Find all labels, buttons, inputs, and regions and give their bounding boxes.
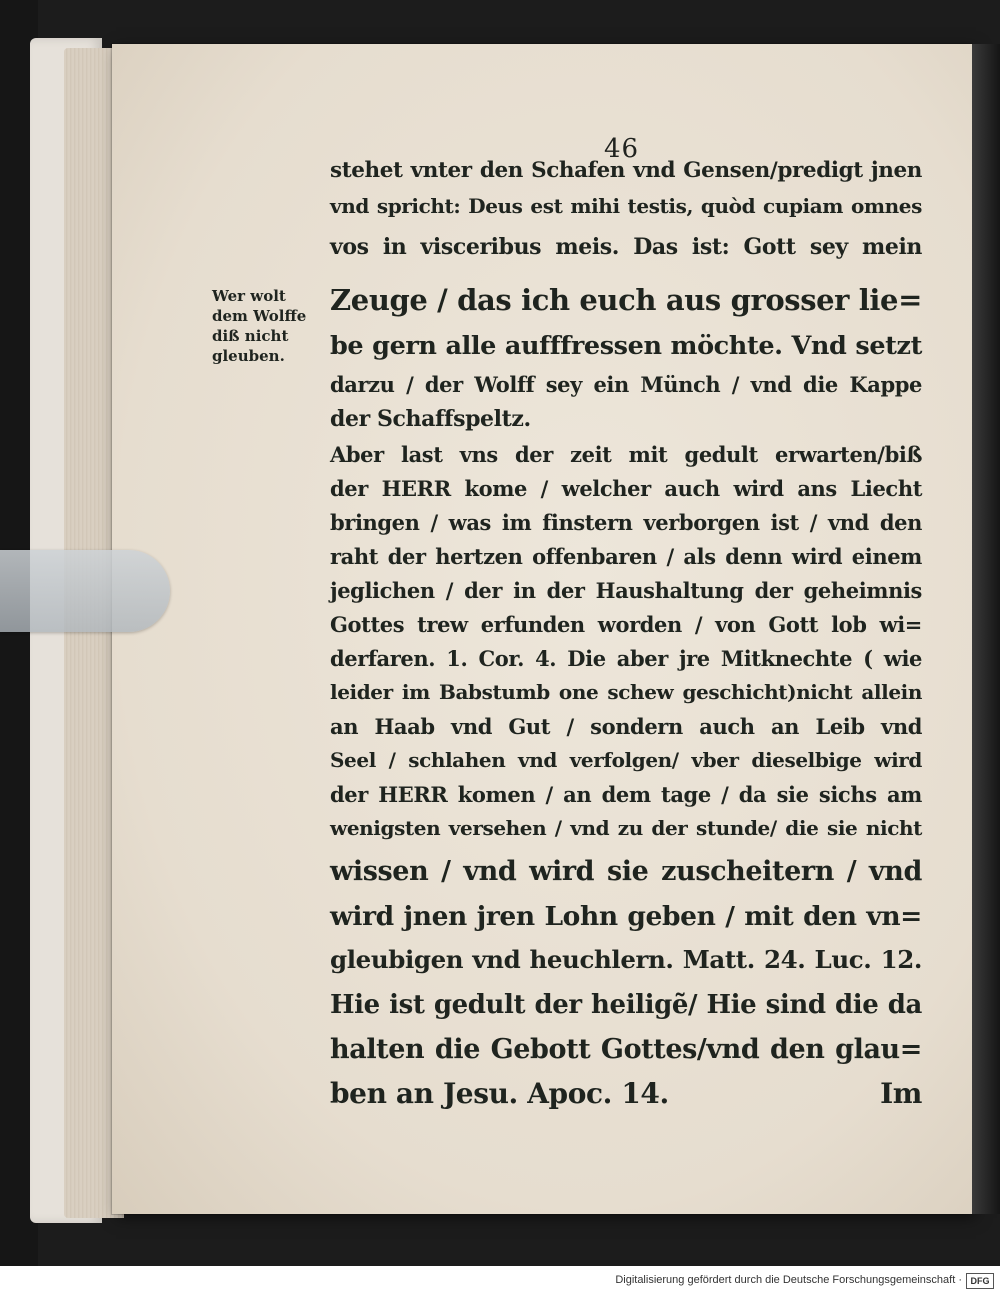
text-line: der HERR kome / welcher auch wird ans Liecht bbox=[330, 476, 922, 501]
text-line: der Schaffspeltz. bbox=[330, 406, 531, 432]
text-line: Gottes trew erfunden worden / von Gott lob wi= bbox=[330, 612, 922, 637]
text-line: bringen / was im finstern verborgen ist / vnd den bbox=[330, 510, 922, 535]
text-line: ben an Jesu. Apoc. 14. bbox=[330, 1077, 669, 1110]
text-line: an Haab vnd Gut / sondern auch an Leib vnd bbox=[330, 714, 922, 739]
text-line: Seel / schlahen vnd verfolgen/ vber dieselbige wird bbox=[330, 748, 922, 772]
text-line: Zeuge / das ich euch aus grosser lie= bbox=[330, 283, 922, 317]
text-line: Aber last vns der zeit mit gedult erwarten/biß bbox=[330, 442, 922, 467]
marginal-line: dem Wolffe bbox=[212, 307, 307, 325]
page-number: 46 bbox=[604, 134, 640, 164]
marginal-line: Wer wolt bbox=[212, 287, 286, 305]
text-line: jeglichen / der in der Haushaltung der geheimnis bbox=[330, 578, 922, 603]
text-line: wenigsten versehen / vnd zu der stunde/ die sie nicht bbox=[330, 816, 922, 840]
text-line: Hie ist gedult der heiligẽ/ Hie sind die da bbox=[330, 990, 922, 1020]
text-line: vnd spricht: Deus est mihi testis, quòd cupiam omnes bbox=[330, 194, 922, 218]
catchword: Im bbox=[880, 1077, 922, 1110]
text-line-final bbox=[330, 1077, 922, 1124]
text-line: halten die Gebott Gottes/vnd den glau= bbox=[330, 1034, 922, 1065]
text-line: wissen / vnd wird sie zuscheitern / vnd bbox=[330, 856, 922, 887]
text-line: raht der hertzen offenbaren / als denn wird einem bbox=[330, 544, 922, 569]
dfg-logo: DFG bbox=[966, 1273, 994, 1289]
marginal-line: gleuben. bbox=[212, 347, 285, 365]
page-clip bbox=[0, 550, 170, 632]
text-line: der HERR komen / an dem tage / da sie sichs am bbox=[330, 782, 922, 807]
text-line: be gern alle aufffressen möchte. Vnd setzt bbox=[330, 331, 922, 361]
marginal-line: diß nicht bbox=[212, 327, 289, 345]
text-line: wird jnen jren Lohn geben / mit den vn= bbox=[330, 901, 922, 932]
marginal-note bbox=[212, 286, 322, 366]
funding-credit: Digitalisierung gefördert durch die Deutsche Forschungsgemeinschaft · bbox=[615, 1274, 962, 1286]
text-line: derfaren. 1. Cor. 4. Die aber jre Mitknechte ( wie bbox=[330, 646, 922, 671]
text-line: gleubigen vnd heuchlern. Matt. 24. Luc. 12. bbox=[330, 945, 922, 974]
text-line: stehet vnter den Schafen vnd Gensen/predigt jnen bbox=[330, 158, 922, 183]
footer-bar bbox=[0, 1266, 1000, 1294]
text-line: leider im Babstumb one schew geschicht)nicht allein bbox=[330, 680, 922, 704]
main-text-block bbox=[330, 160, 922, 1124]
text-line: darzu / der Wolff sey ein Münch / vnd die Kappe bbox=[330, 372, 922, 397]
book-right-shadow bbox=[972, 44, 1000, 1214]
text-line: vos in visceribus meis. Das ist: Gott sey mein bbox=[330, 234, 922, 260]
